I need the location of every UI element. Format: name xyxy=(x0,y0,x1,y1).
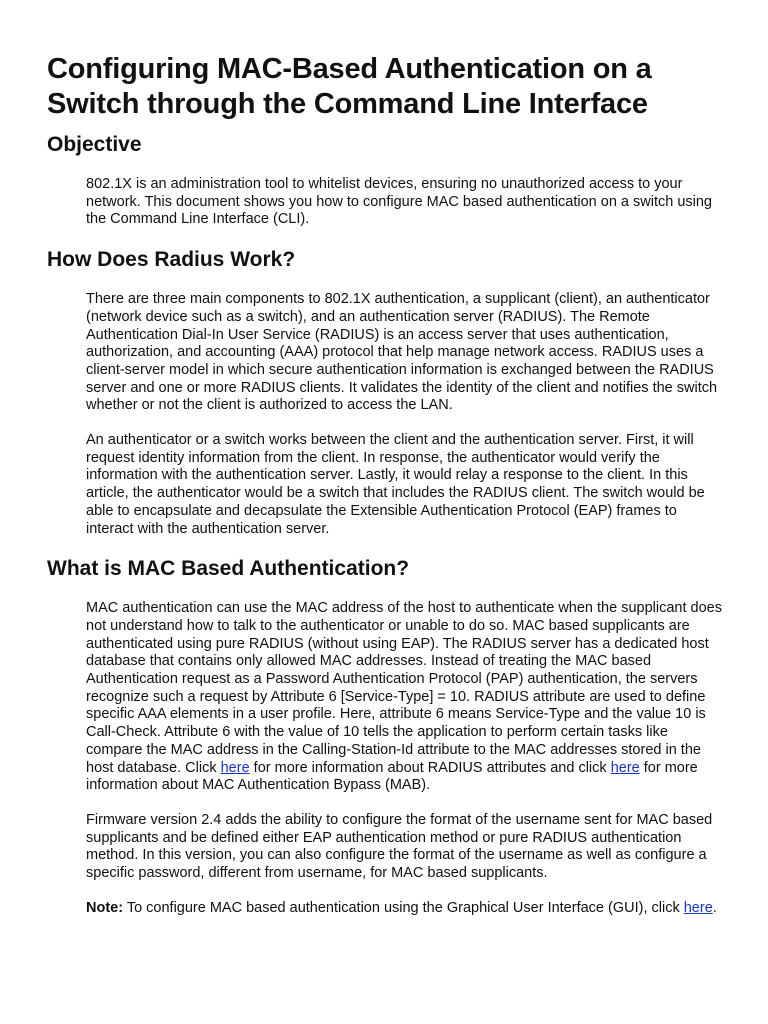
objective-paragraph: 802.1X is an administration tool to whitelist devices, ensuring no unauthorized access to your network. This document shows you how to configure MAC based authentication on a switch using the Command Line Interface (CLI). xyxy=(86,176,712,228)
radius-paragraph-1: There are three main components to 802.1X authentication, a supplicant (client), an authenticator (network device such as a switch), and an authentication server (RADIUS). The Remote Authentication Dial-In User Service (RADIUS) is an access server that uses authentication, authorization, and accounting (AAA) protocol that help manage network access. RADIUS uses a client-server model in which secure authentication information is exchanged between the RADIUS server and one or more RADIUS clients. It validates the identity of the client and notifies the switch whether or not the client is authorized to access the LAN. xyxy=(86,291,718,414)
radius-paragraph-2: An authenticator or a switch works between the client and the authentication server. First, it will request identity information from the client. In response, the authenticator would verify the information with the authentication server. Lastly, it would relay a response to the client. In this article, the authenticator would be a switch that includes the RADIUS client. The switch would be able to encapsulate and decapsulate the Extensible Authentication Protocol (EAP) frames to interact with the authentication server. xyxy=(86,432,705,537)
note-paragraph xyxy=(86,900,722,918)
mac-p1-text-3: for more information about MAC Authentication Bypass (MAB). xyxy=(86,759,698,794)
page-title: Configuring MAC-Based Authentication on a Switch through the Command Line Interface xyxy=(47,53,652,120)
mac-paragraph-1 xyxy=(86,600,722,795)
radius-attributes-link[interactable]: here xyxy=(220,759,250,776)
note-text: To configure MAC based authentication using the Graphical User Interface (GUI), click xyxy=(123,899,684,916)
mac-p1-text-2: for more information about RADIUS attributes and click xyxy=(249,759,611,776)
note-label: Note: xyxy=(86,899,124,916)
radius-heading: How Does Radius Work? xyxy=(47,248,296,272)
mac-p1-text-1: MAC authentication can use the MAC address of the host to authenticate when the supplicant does not understand how to talk to the authenticator or unable to do so. MAC based supplicants are authenticated using pure RADIUS (without using EAP). The RADIUS server has a dedicated host database that contains only allowed MAC addresses. Instead of treating the MAC based Authentication request as a Password Authentication Protocol (PAP) authentication, the servers recognize such a request by Attribute 6 [Service-Type] = 10. RADIUS attribute are used to define specific AAA elements in a user profile. Here, attribute 6 means Service-Type and the value 10 is Call-Check. Attribute 6 with the value of 10 tells the application to perform certain tasks like compare the MAC address in the Calling-Station-Id attribute to the MAC addresses stored in the host database. Click xyxy=(86,600,722,776)
mac-paragraph-2: Firmware version 2.4 adds the ability to configure the format of the username sent for MAC based supplicants and be defined either EAP authentication method or pure RADIUS authentication method. In this version, you can also configure the format of the username as well as configure a specific password, different from username, for MAC based supplicants. xyxy=(86,811,713,882)
objective-heading: Objective xyxy=(47,133,142,156)
mac-body xyxy=(86,600,722,917)
mab-link[interactable]: here xyxy=(610,759,640,776)
mac-heading: What is MAC Based Authentication? xyxy=(47,557,410,581)
note-end: . xyxy=(712,899,717,916)
objective-body xyxy=(86,176,722,229)
gui-link[interactable]: here xyxy=(683,899,713,916)
radius-body xyxy=(86,291,722,538)
